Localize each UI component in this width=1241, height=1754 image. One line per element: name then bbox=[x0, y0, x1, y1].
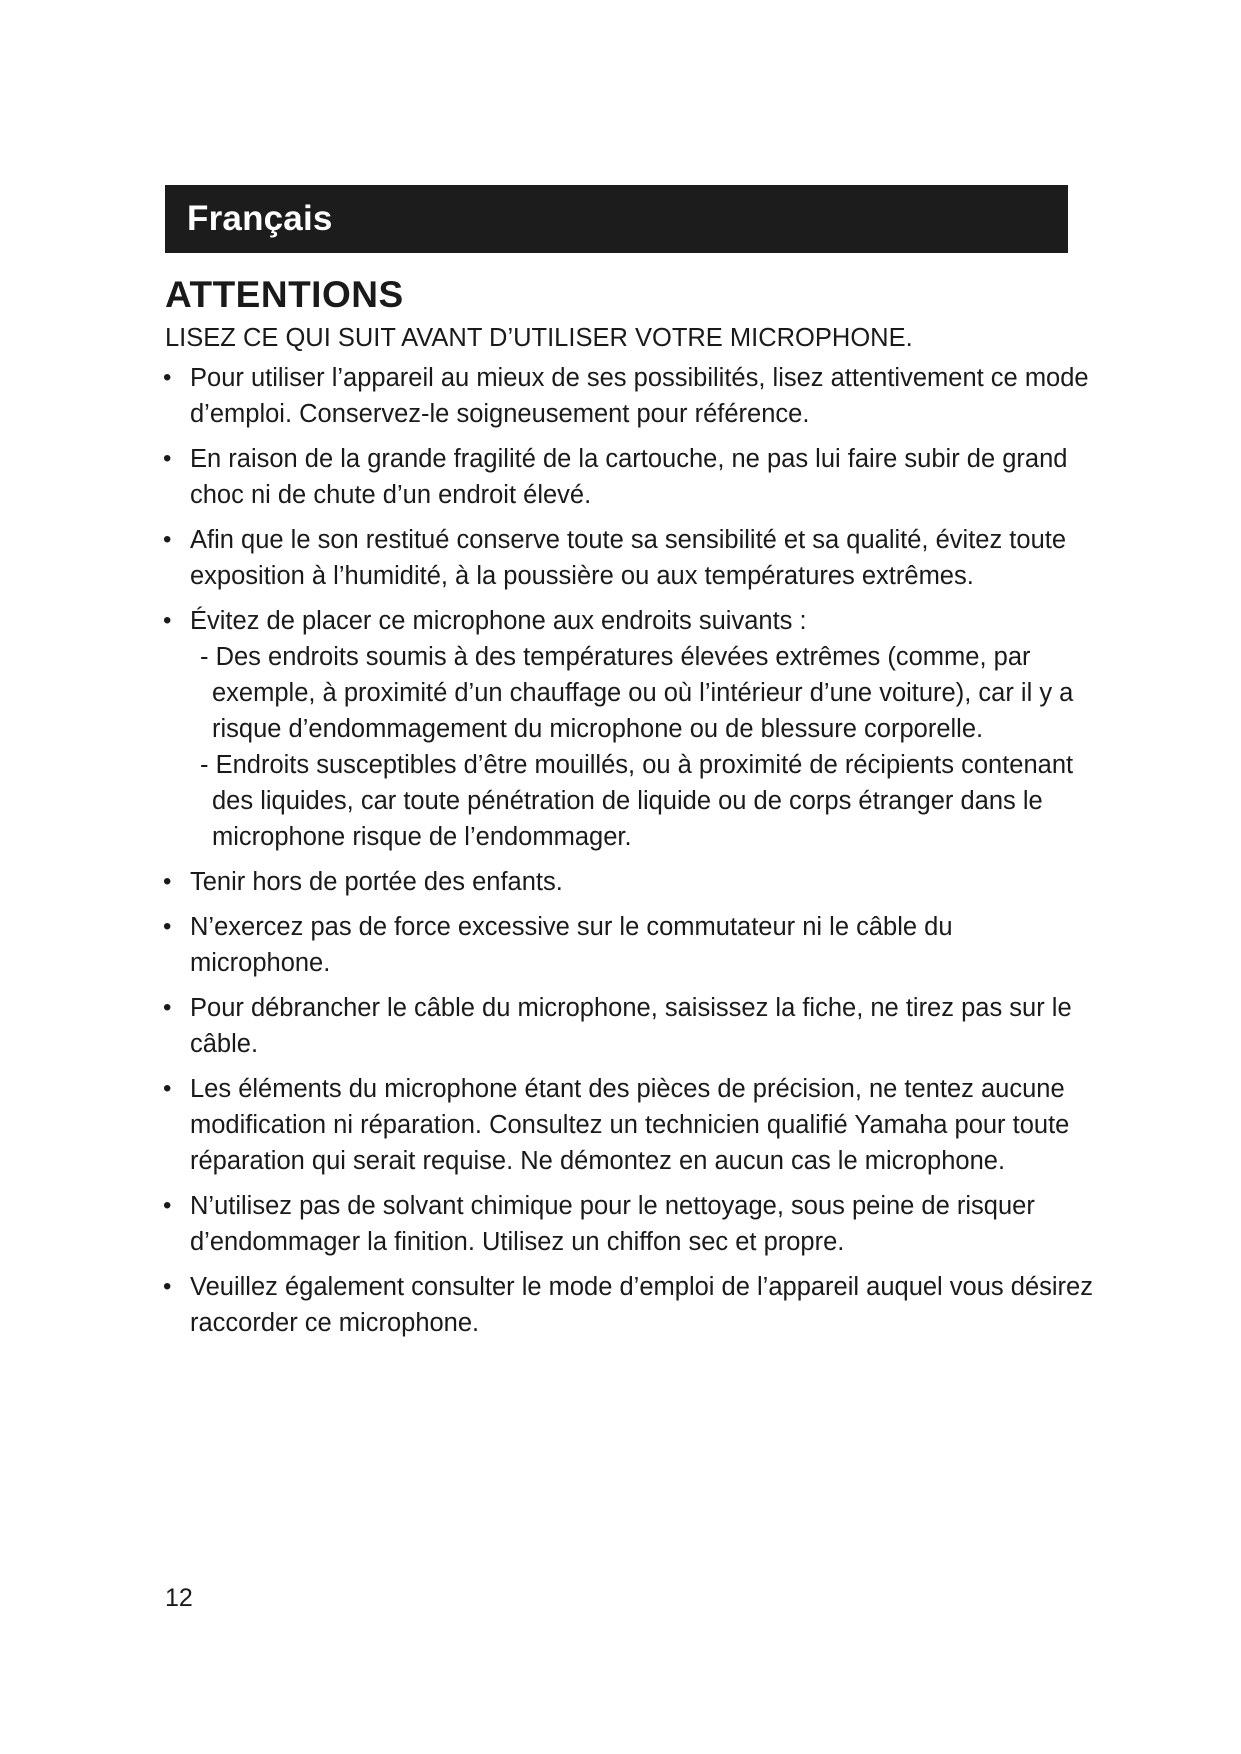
list-item-text: N’exercez pas de force excessive sur le commutateur ni le câble du microphone. bbox=[190, 913, 953, 977]
bullet-icon: • bbox=[163, 868, 172, 895]
bullet-icon: • bbox=[163, 364, 172, 391]
language-banner bbox=[165, 185, 1068, 253]
list-item bbox=[163, 909, 1093, 981]
list-item bbox=[163, 522, 1093, 594]
list-item bbox=[163, 441, 1093, 513]
precautions-list bbox=[163, 360, 1093, 1350]
list-item-text: En raison de la grande fragilité de la cartouche, ne pas lui faire subir de grand choc ni de chute d’un endroit élevé. bbox=[190, 445, 1068, 509]
list-item-text: Tenir hors de portée des enfants. bbox=[190, 868, 563, 896]
section-intro: LISEZ CE QUI SUIT AVANT D’UTILISER VOTRE MICROPHONE. bbox=[165, 324, 913, 352]
list-item bbox=[163, 864, 1093, 900]
list-item bbox=[163, 990, 1093, 1062]
list-item bbox=[163, 1269, 1093, 1341]
list-item bbox=[163, 360, 1093, 432]
sub-item: - Endroits susceptibles d’être mouillés, ou à proximité de récipients contenant des liquides, car toute pénétration de liquide ou de corps étranger dans le microphone risque de l’endommager. bbox=[200, 751, 1074, 851]
sub-item: - Des endroits soumis à des températures élevées extrêmes (comme, par exemple, à proximité d’un chauffage ou où l’intérieur d’une voiture), car il y a risque d’endommagement du microphone ou de blessure corporelle. bbox=[200, 643, 1074, 743]
bullet-icon: • bbox=[163, 1192, 172, 1219]
language-title: Français bbox=[187, 199, 333, 238]
list-item-text: Pour utiliser l’appareil au mieux de ses possibilités, lisez attentivement ce mode d’emploi. Conservez-le soigneusement pour référence. bbox=[190, 364, 1089, 428]
list-item-text: Pour débrancher le câble du microphone, saisissez la fiche, ne tirez pas sur le câble. bbox=[190, 994, 1072, 1058]
page-number: 12 bbox=[165, 1584, 193, 1612]
bullet-icon: • bbox=[163, 913, 172, 940]
list-item bbox=[163, 603, 1093, 855]
list-item-text: N’utilisez pas de solvant chimique pour le nettoyage, sous peine de risquer d’endommager la finition. Utilisez un chiffon sec et propre. bbox=[190, 1192, 1035, 1256]
list-item-text: Veuillez également consulter le mode d’emploi de l’appareil auquel vous désirez raccorder ce microphone. bbox=[190, 1273, 1093, 1337]
bullet-icon: • bbox=[163, 445, 172, 472]
list-item-text: Évitez de placer ce microphone aux endroits suivants : bbox=[190, 607, 807, 635]
bullet-icon: • bbox=[163, 1273, 172, 1300]
bullet-icon: • bbox=[163, 607, 172, 634]
bullet-icon: • bbox=[163, 526, 172, 553]
list-item bbox=[163, 1188, 1093, 1260]
list-item-text: Afin que le son restitué conserve toute sa sensibilité et sa qualité, évitez toute exposition à l’humidité, à la poussière ou aux températures extrêmes. bbox=[190, 526, 1067, 590]
list-item bbox=[163, 1071, 1093, 1179]
list-item-text: Les éléments du microphone étant des pièces de précision, ne tentez aucune modification ni réparation. Consultez un technicien qualifié Yamaha pour toute réparation qui serait requise. Ne démontez en aucun cas le microphone. bbox=[190, 1075, 1070, 1175]
bullet-icon: • bbox=[163, 994, 172, 1021]
section-title: ATTENTIONS bbox=[165, 274, 404, 315]
bullet-icon: • bbox=[163, 1075, 172, 1102]
